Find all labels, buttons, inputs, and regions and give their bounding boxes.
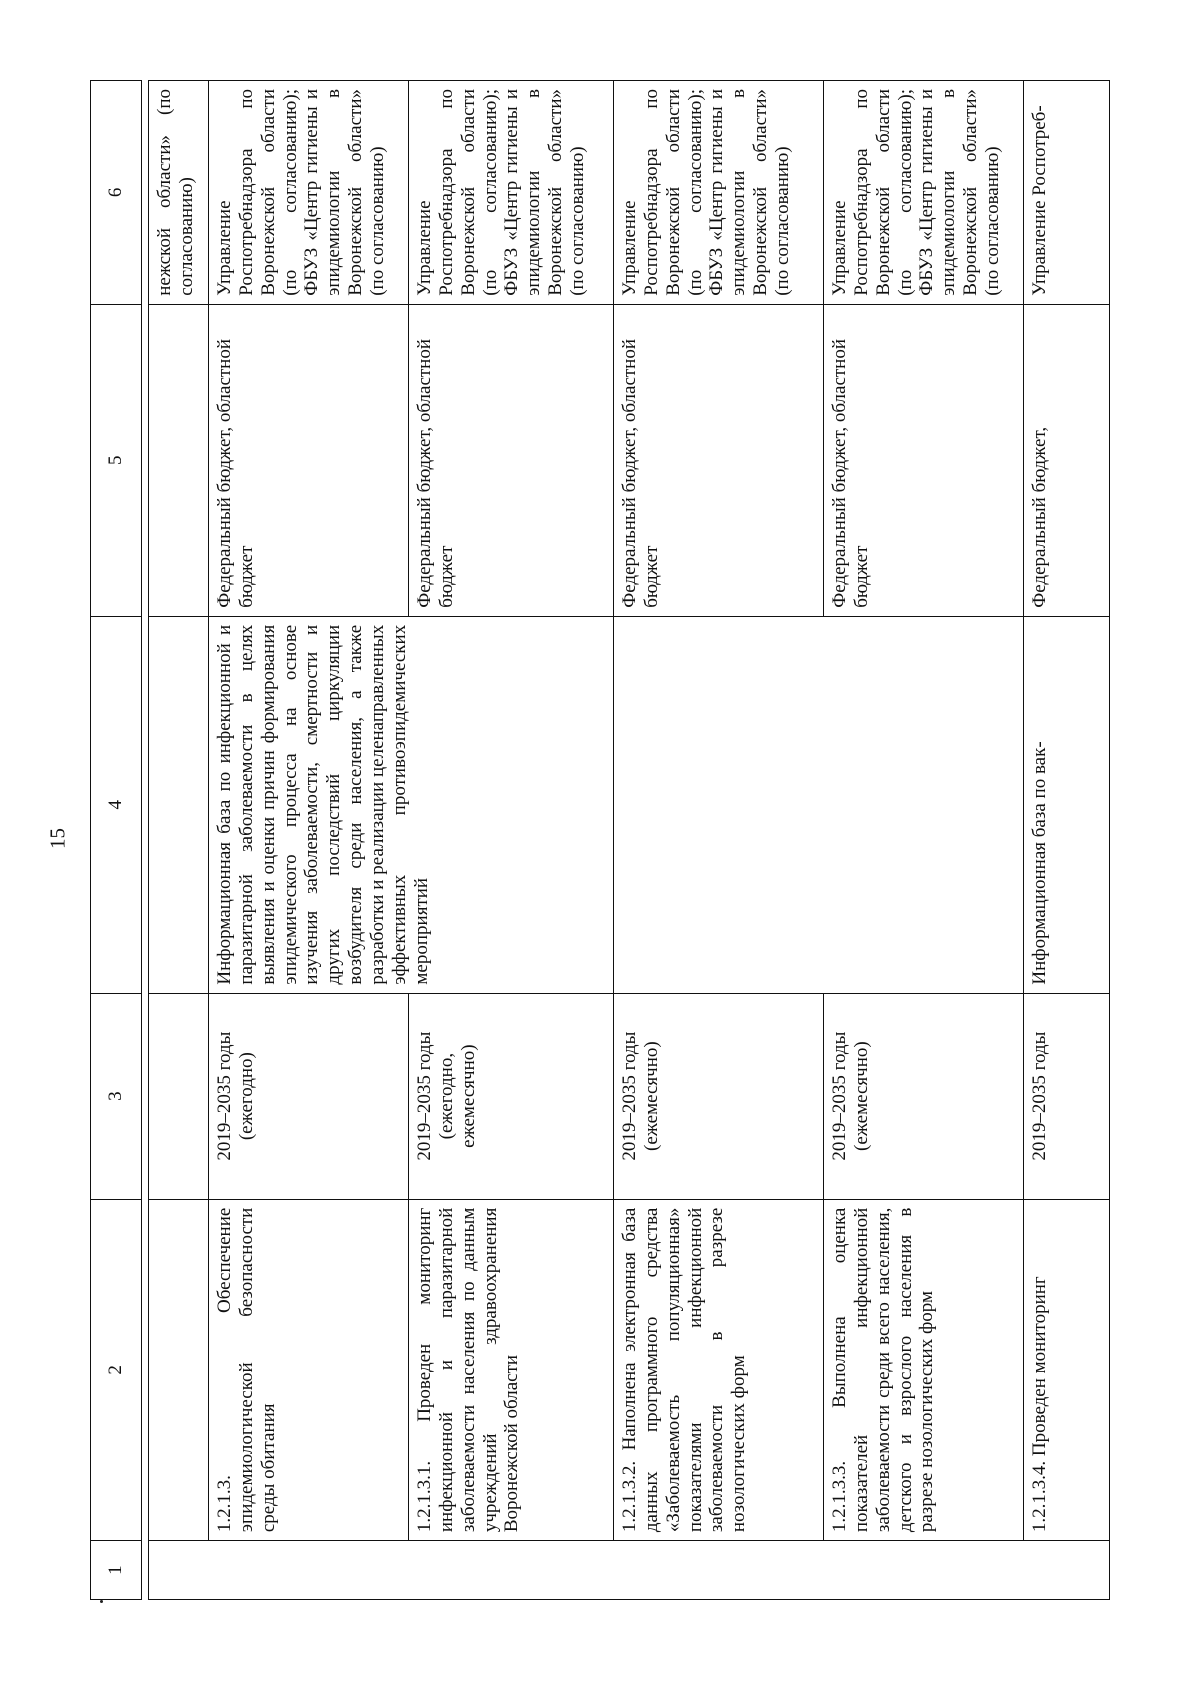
table-row [149,81,209,1600]
table-row [1024,81,1110,1600]
cell-responsible: Управление Роспотребнадзора по Воронежской области (по согласованию); ФБУЗ «Центр гигиены и эпидемиологии в Воронежской области» (по согласованию) [209,81,409,305]
cell-activity: 1.2.1.3. Обеспечение эпидемиологической безопасности среды обитания [209,1199,409,1540]
cell-period: 2019–2035 годы (ежемесячно) [614,993,824,1199]
plan-table-rotated [90,80,1110,1600]
table-row [209,81,409,1600]
cell-result: Информационная база по инфекционной и паразитарной заболеваемости в целях выявления и оценки причин формирования эпидемического процесса на основе изучения заболеваемости, смертности и других последствий циркуляции возбудителя среди населения, а также разработки и реализации целенаправленных эффективных противоэпидемических мероприятий [209,616,614,993]
cell-result: Информационная база по вак- [1024,616,1110,993]
cell-responsible: Управление Роспотребнадзора по Воронежской области (по согласованию); ФБУЗ «Центр гигиены и эпидемиологии в Воронежской области» (по согласованию) [409,81,614,305]
cell-result-empty [614,616,1024,993]
column-header: 6 [91,81,142,305]
cell-number [149,1541,1110,1600]
cell-responsible: Управление Роспотребнадзора по Воронежской области (по согласованию); ФБУЗ «Центр гигиены и эпидемиологии в Воронежской области» (по согласованию) [824,81,1024,305]
column-header: 4 [91,616,142,993]
cell-funding: Федеральный бюджет, областной бюджет [209,304,409,616]
header-row [91,81,142,1600]
column-header: 3 [91,993,142,1199]
cell-funding: Федеральный бюджет, областной бюджет [409,304,614,616]
plan-table [90,80,1110,1600]
cell-period: 2019–2035 годы (ежегодно, ежемесячно) [409,993,614,1199]
cell-funding [149,304,209,616]
cell-funding: Федеральный бюджет, областной бюджет [614,304,824,616]
cell-period: 2019–2035 годы (ежемесячно) [824,993,1024,1199]
cell-funding: Федеральный бюджет, областной бюджет [824,304,1024,616]
table-row [614,81,824,1600]
cell-activity [149,1199,209,1540]
cell-activity: 1.2.1.3.1. Проведен мониторинг инфекционной и паразитарной заболеваемости населения по данным учреждений здравоохранения Воронежской области [409,1199,614,1540]
scan-speck [100,1600,103,1603]
column-header: 2 [91,1199,142,1540]
cell-period: 2019–2035 годы (ежегодно) [209,993,409,1199]
column-header: 1 [91,1541,142,1600]
cell-responsible: нежской области» (по согласованию) [149,81,209,305]
cell-result [149,616,209,993]
header-gap [142,81,149,1600]
cell-period: 2019–2035 годы [1024,993,1110,1199]
cell-funding: Федеральный бюджет, [1024,304,1110,616]
cell-responsible: Управление Роспотребнадзора по Воронежской области (по согласованию); ФБУЗ «Центр гигиены и эпидемиологии в Воронежской области» (по согласованию) [614,81,824,305]
cell-activity: 1.2.1.3.2. Наполнена электронная база данных программного средства «Заболеваемость популяционная» показателями инфекционной заболеваемости в разрезе нозологических форм [614,1199,824,1540]
cell-activity: 1.2.1.3.3. Выполнена оценка показателей инфекционной заболеваемости среди всего населения, детского и взрослого населения в разрезе нозологических форм [824,1199,1024,1540]
cell-period [149,993,209,1199]
cell-activity: 1.2.1.3.4. Проведен мониторинг [1024,1199,1110,1540]
page-number: 15 [45,828,70,849]
cell-responsible: Управление Роспотреб- [1024,81,1110,305]
column-header: 5 [91,304,142,616]
